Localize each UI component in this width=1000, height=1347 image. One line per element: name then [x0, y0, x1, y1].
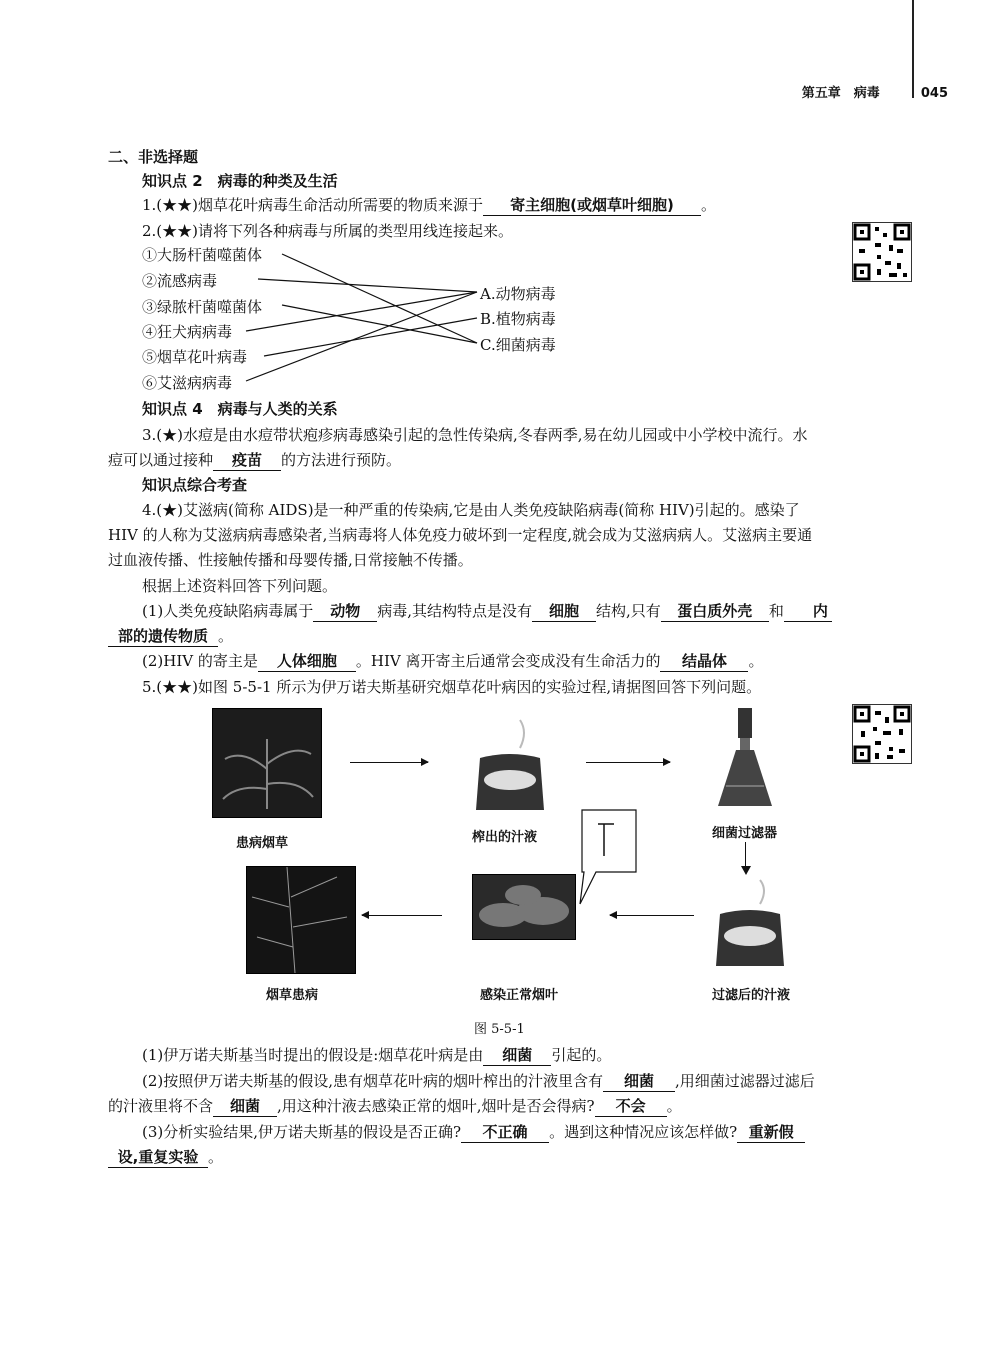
dropper-callout [574, 806, 644, 910]
question-3-line1: 3.(★)水痘是由水痘带状疱疹病毒感染引起的急性传染病,冬春两季,易在幼儿园或中小学校中流行。水 [142, 426, 808, 444]
matching-lines [0, 0, 1000, 420]
figure-title: 图 5-5-1 [474, 1022, 525, 1037]
type-item: C.细菌病毒 [480, 336, 556, 354]
question-4-part1: (1)人类免疫缺陷病毒属于 动物 病毒,其结构特点是没有 细胞 结构,只有 蛋白质外壳 和 内 [142, 600, 832, 622]
kp4-heading: 知识点 4 病毒与人类的关系 [142, 400, 338, 418]
virus-item: ⑥艾滋病病毒 [142, 374, 233, 392]
caption: 烟草患病 [266, 988, 319, 1003]
answer-blank: 部的遗传物质 [108, 625, 218, 647]
juice-flask-image [470, 718, 550, 816]
caption: 榨出的汁液 [472, 830, 538, 845]
match-line [258, 279, 477, 292]
match-line [246, 292, 477, 331]
answer-blank: 内 [784, 600, 832, 622]
question-5-part3-cont: 设,重复实验 。 [108, 1146, 223, 1168]
diseased-tobacco-image [212, 708, 322, 818]
answer-blank: 寄主细胞(或烟草叶细胞) [483, 194, 701, 216]
bacterial-filter-image [716, 706, 774, 810]
normal-tobacco-image [472, 874, 576, 940]
arrow-down-head [740, 866, 752, 876]
question-4-line4: 根据上述资料回答下列问题。 [142, 577, 338, 595]
answer-blank: 不会 [595, 1095, 667, 1117]
answer-blank: 人体细胞 [258, 650, 356, 672]
sick-tobacco-image [246, 866, 356, 974]
question-5-part2: (2)按照伊万诺夫斯基的假设,患有烟草花叶病的烟叶榨出的汁液里含有 细菌 ,用细菌过滤器过滤后 [142, 1072, 815, 1090]
filtered-juice-image [712, 878, 788, 970]
question-5: 5.(★★)如图 5-5-1 所示为伊万诺夫斯基研究烟草花叶病因的实验过程,请据图回答下列问题。 [142, 678, 762, 696]
question-4-part1-cont: 部的遗传物质 。 [108, 625, 233, 647]
question-2: 2.(★★)请将下列各种病毒与所属的类型用线连接起来。 [142, 222, 514, 240]
virus-item: ⑤烟草花叶病毒 [142, 348, 248, 366]
type-item: A.动物病毒 [480, 285, 556, 303]
virus-item: ③绿脓杆菌噬菌体 [142, 298, 263, 316]
answer-blank: 细菌 [213, 1095, 277, 1117]
answer-blank: 疫苗 [213, 449, 281, 471]
caption: 过滤后的汁液 [712, 988, 791, 1003]
chapter-title: 第五章 病毒 [801, 86, 880, 101]
answer-blank: 细菌 [483, 1044, 551, 1066]
question-1: 1.(★★)烟草花叶病毒生命活动所需要的物质来源于 寄主细胞(或烟草叶细胞) 。 [142, 196, 717, 214]
caption: 细菌过滤器 [712, 826, 778, 841]
page-number: 045 [920, 86, 948, 101]
question-5-part3: (3)分析实验结果,伊万诺夫斯基的假设是否正确? 不正确 。遇到这种情况应该怎样做? 重新假 [142, 1121, 805, 1143]
caption: 患病烟草 [236, 836, 289, 851]
question-4-line3: 过血液传播、性接触传播和母婴传播,日常接触不传播。 [108, 551, 473, 569]
answer-blank: 结晶体 [660, 650, 748, 672]
virus-item: ④狂犬病病毒 [142, 323, 233, 341]
answer-blank: 重新假 [737, 1121, 805, 1143]
arrow-right [350, 762, 428, 763]
qr-code-icon [852, 704, 912, 764]
kp2-heading: 知识点 2 病毒的种类及生活 [142, 172, 338, 190]
caption: 感染正常烟叶 [480, 988, 559, 1003]
section-title: 二、非选择题 [108, 148, 199, 166]
type-item: B.植物病毒 [480, 310, 556, 328]
arrow-right [586, 762, 670, 763]
answer-blank: 不正确 [461, 1121, 549, 1143]
virus-item: ②流感病毒 [142, 272, 218, 290]
arrow-left [610, 915, 694, 916]
answer-blank: 细菌 [603, 1070, 675, 1092]
question-4-part2: (2)HIV 的寄主是 人体细胞 。HIV 离开寄主后通常会变成没有生命活力的 结晶体 。 [142, 652, 764, 670]
arrow-left [362, 915, 442, 916]
question-4-line1: 4.(★)艾滋病(简称 AIDS)是一种严重的传染病,它是由人类免疫缺陷病毒(简称 HIV)引起的。感染了 [142, 501, 800, 519]
virus-item: ①大肠杆菌噬菌体 [142, 246, 263, 264]
answer-blank: 蛋白质外壳 [661, 600, 769, 622]
question-5-part2-cont: 的汁液里将不含 细菌 ,用这种汁液去感染正常的烟叶,烟叶是否会得病? 不会 。 [108, 1097, 682, 1115]
answer-blank: 设,重复实验 [108, 1146, 208, 1168]
question-5-part1: (1)伊万诺夫斯基当时提出的假设是:烟草花叶病是由 细菌 引起的。 [142, 1046, 612, 1064]
answer-blank: 细胞 [532, 600, 596, 622]
question-4-line2: HIV 的人称为艾滋病病毒感染者,当病毒将人体免疫力破坏到一定程度,就会成为艾滋病病人。艾滋病主要通 [108, 526, 813, 544]
answer-blank: 动物 [313, 600, 377, 622]
comprehensive-heading: 知识点综合考查 [142, 476, 248, 494]
match-line [282, 305, 477, 343]
question-3-line2: 痘可以通过接种 疫苗 的方法进行预防。 [108, 451, 402, 469]
